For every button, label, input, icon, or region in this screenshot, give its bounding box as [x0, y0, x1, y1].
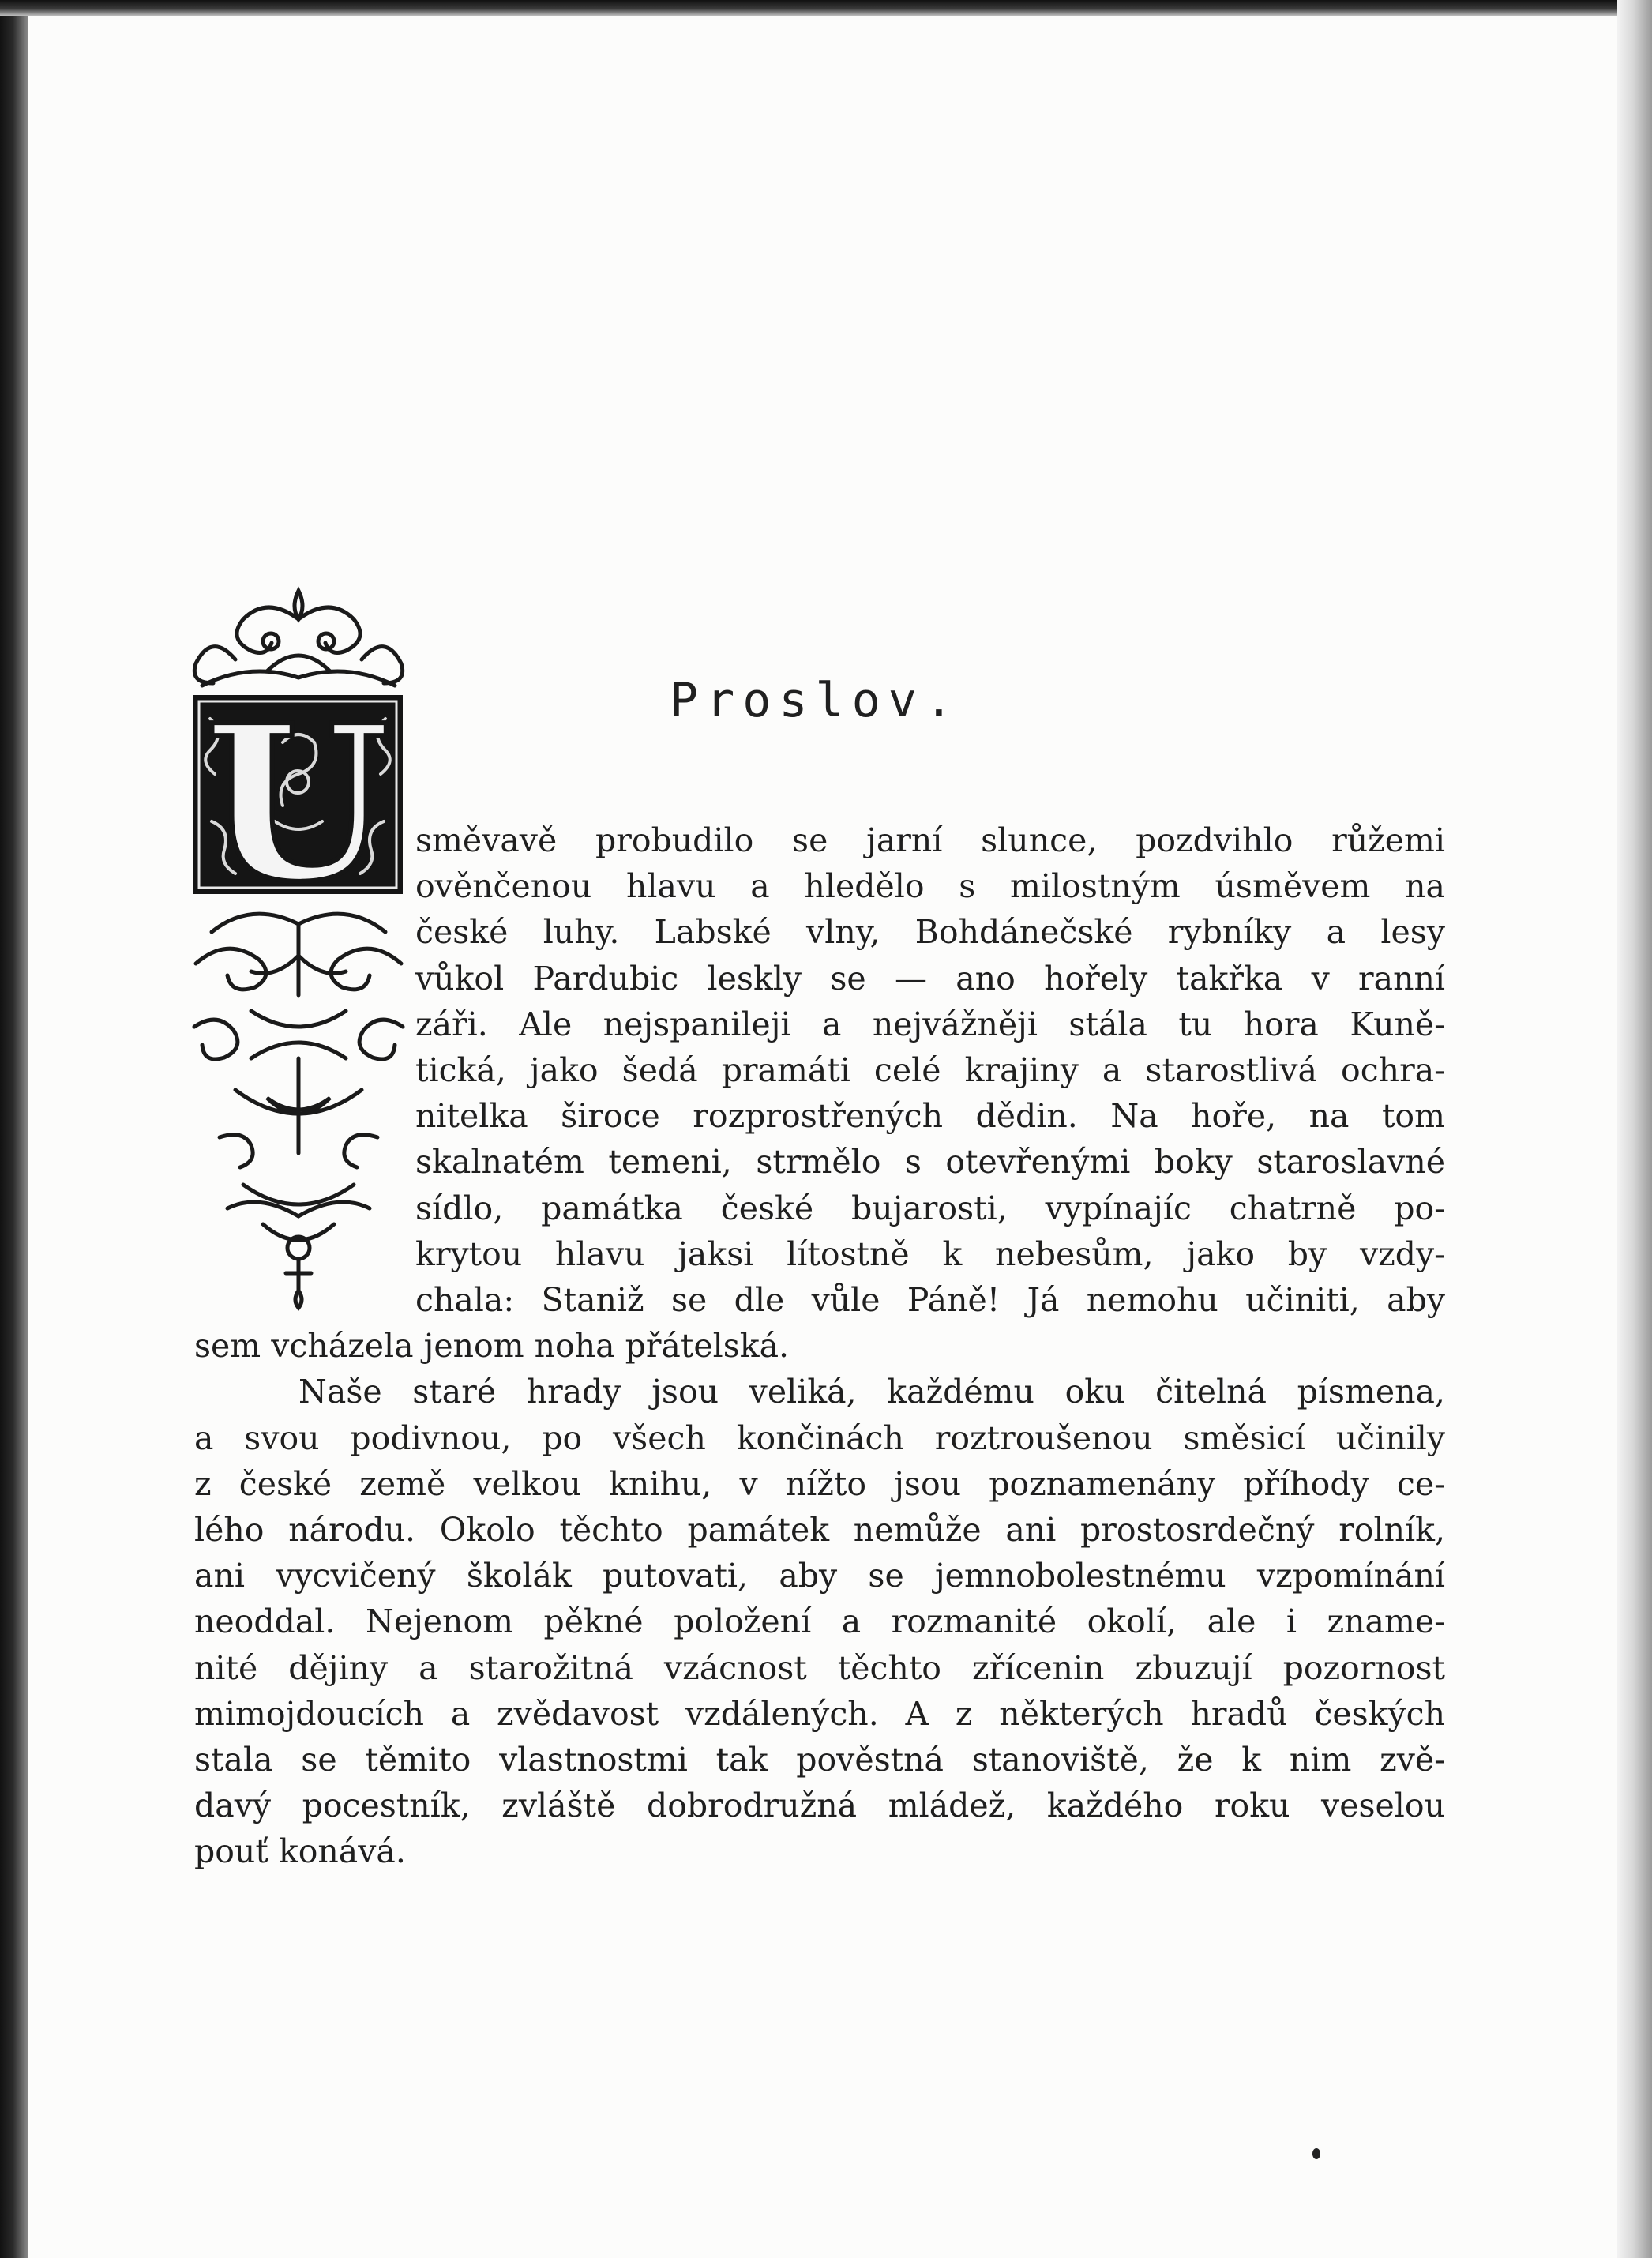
text-line: pouť konává.	[194, 1832, 406, 1871]
scan-edge-right	[1617, 0, 1652, 2258]
text-line: mimojdoucích a zvědavost vzdálených. A z některých hradů českých	[194, 1694, 1445, 1733]
text-line: skalnatém temeni, strmělo s otevřenými boky staroslavné	[415, 1143, 1445, 1182]
text-line: vůkol Pardubic leskly se — ano hořely takřka v ranní	[415, 959, 1445, 998]
text-line: české luhy. Labské vlny, Bohdánečské rybníky a lesy	[415, 913, 1445, 952]
text-line: krytou hlavu jaksi lítostně k nebesům, jako by vzdy-	[415, 1234, 1445, 1273]
text-line: a svou podivnou, po všech končinách roztroušenou směsicí učinily	[194, 1418, 1445, 1457]
text-line: chala: Staniž se dle vůle Páně! Já nemohu učiniti, aby	[415, 1281, 1445, 1320]
initial-letter: U	[205, 678, 391, 929]
scan-edge-top	[0, 0, 1652, 16]
text-line: neoddal. Nejenom pěkné položení a rozmanité okolí, ale i zname-	[194, 1602, 1445, 1641]
body-text	[194, 817, 1445, 1875]
text-line: sem vcházela jenom noha přátelská.	[194, 1327, 790, 1366]
text-line: záři. Ale nejspanileji a nejvážněji stála tu hora Kuně-	[415, 1005, 1445, 1043]
text-line: ověnčenou hlavu a hledělo s milostným úsměvem na	[415, 867, 1445, 906]
text-line: sídlo, památka české bujarosti, vypínajíc chatrně po-	[415, 1189, 1445, 1227]
text-line: tická, jako šedá pramáti celé krajiny a starostlivá ochra-	[415, 1051, 1445, 1090]
text-line: z české země velkou knihu, v nížto jsou poznamenány příhody ce-	[194, 1464, 1445, 1503]
flourish-top	[194, 591, 402, 686]
text-line: Naše staré hrady jsou veliká, každému oku čitelná písmena,	[298, 1373, 1445, 1411]
paragraph-2	[194, 1369, 1445, 1874]
text-line: nitelka široce rozprostřených dědin. Na hoře, na tom	[415, 1097, 1445, 1136]
text-line: stala se těmito vlastnostmi tak pověstná stanoviště, že k nim zvě-	[194, 1741, 1445, 1779]
text-line: ani vycvičený školák putovati, aby se jemnobolestnému vzpomínání	[194, 1557, 1445, 1595]
page-title: Proslov.	[670, 673, 961, 728]
scan-edge-left	[0, 0, 28, 2258]
text-line: lého národu. Okolo těchto památek nemůže ani prostosrdečný rolník,	[194, 1511, 1445, 1550]
paragraph-1	[194, 817, 1445, 1369]
text-line: davý pocestník, zvláště dobrodružná mládež, každého roku veselou	[194, 1786, 1445, 1825]
ink-speck	[1312, 2148, 1320, 2159]
text-line: směvavě probudilo se jarní slunce, pozdvihlo růžemi	[415, 821, 1445, 859]
text-line: nité dějiny a starožitná vzácnost těchto zřícenin zbuzují pozornost	[194, 1648, 1445, 1687]
